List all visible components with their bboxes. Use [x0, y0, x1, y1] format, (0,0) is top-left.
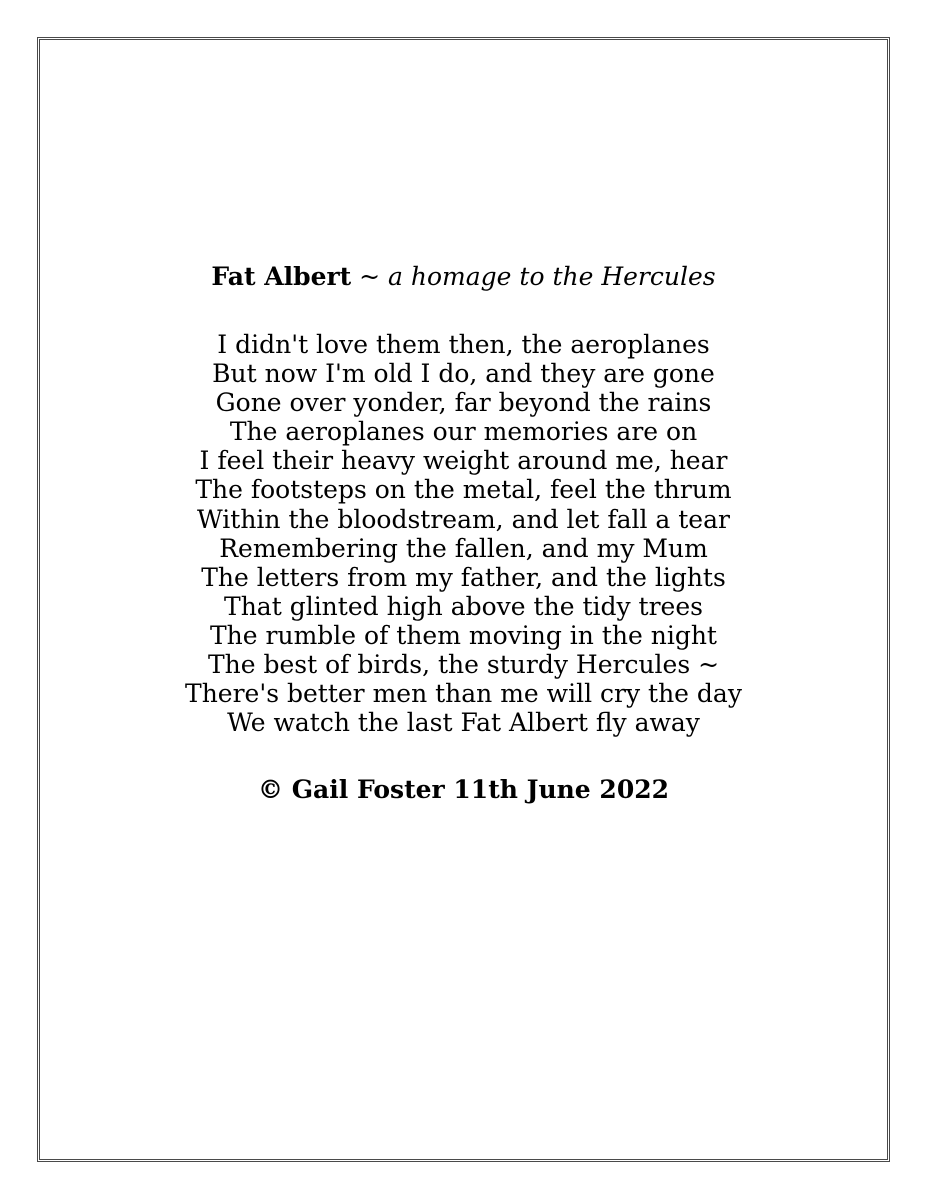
poem-title: Fat Albert [211, 262, 352, 291]
poem-body [40, 330, 887, 737]
poem-line: There's better men than me will cry the day [185, 679, 742, 709]
poem-subtitle: a homage to the Hercules [388, 262, 716, 291]
poem-line: Remembering the fallen, and my Mum [219, 533, 708, 563]
poem-line: Within the bloodstream, and let fall a tear [197, 504, 730, 534]
poem-block [40, 262, 887, 805]
poem-line: I didn't love them then, the aeroplanes [217, 330, 710, 359]
poem-line: But now I'm old I do, and they are gone [212, 359, 715, 389]
poem-heading [40, 262, 887, 292]
page-border [37, 37, 890, 1162]
poem-line: The footsteps on the metal, feel the thrum [195, 475, 732, 505]
title-separator: ~ [351, 262, 389, 291]
poem-line: The rumble of them moving in the night [210, 620, 717, 650]
copyright-notice: © Gail Foster 11th June 2022 [258, 775, 669, 805]
poem-line: We watch the last Fat Albert fly away [227, 708, 700, 738]
poem-line: The aeroplanes our memories are on [229, 417, 698, 447]
poem-line: The letters from my father, and the lights [201, 562, 726, 592]
poem-line: That glinted high above the tidy trees [224, 591, 703, 621]
poem-line: Gone over yonder, far beyond the rains [215, 388, 712, 418]
poem-line: I feel their heavy weight around me, hear [199, 446, 728, 476]
poem-line: The best of birds, the sturdy Hercules ~ [207, 650, 720, 680]
